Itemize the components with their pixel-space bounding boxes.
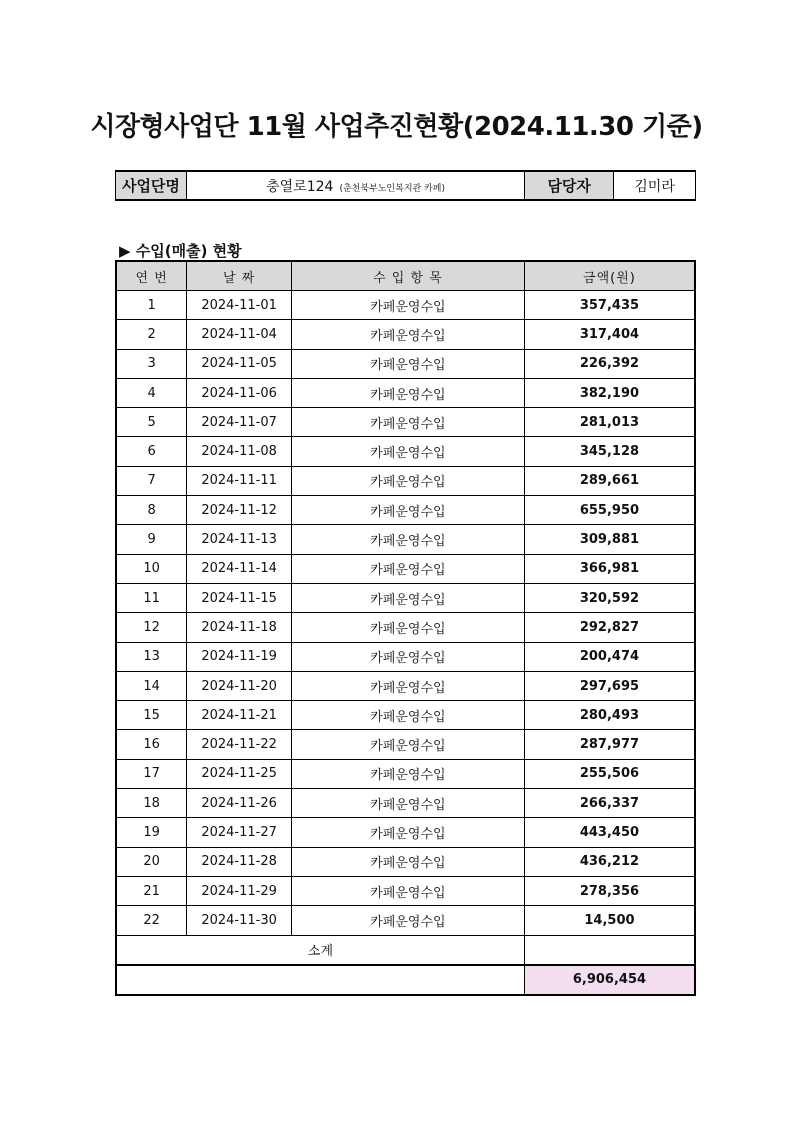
row-date: 2024-11-30	[187, 906, 292, 935]
row-no: 1	[116, 291, 187, 320]
table-row	[116, 642, 695, 671]
row-no: 11	[116, 583, 187, 612]
row-amount: 281,013	[524, 408, 695, 437]
table-row	[116, 613, 695, 642]
row-amount: 655,950	[524, 496, 695, 525]
row-no: 17	[116, 759, 187, 788]
row-item: 카페운영수입	[291, 466, 524, 495]
row-no: 21	[116, 876, 187, 905]
row-no: 18	[116, 789, 187, 818]
row-no: 3	[116, 349, 187, 378]
row-item: 카페운영수입	[291, 759, 524, 788]
row-no: 22	[116, 906, 187, 935]
row-amount: 320,592	[524, 583, 695, 612]
table-row	[116, 789, 695, 818]
row-no: 5	[116, 408, 187, 437]
row-no: 2	[116, 320, 187, 349]
table-row	[116, 730, 695, 759]
row-no: 9	[116, 525, 187, 554]
row-no: 4	[116, 378, 187, 407]
row-amount: 443,450	[524, 818, 695, 847]
table-row	[116, 525, 695, 554]
table-row	[116, 671, 695, 700]
row-item: 카페운영수입	[291, 525, 524, 554]
row-amount: 278,356	[524, 876, 695, 905]
row-amount: 366,981	[524, 554, 695, 583]
row-date: 2024-11-11	[187, 466, 292, 495]
table-row	[116, 701, 695, 730]
row-amount: 289,661	[524, 466, 695, 495]
row-item: 카페운영수입	[291, 701, 524, 730]
row-amount: 309,881	[524, 525, 695, 554]
row-item: 카페운영수입	[291, 847, 524, 876]
table-row	[116, 408, 695, 437]
row-date: 2024-11-29	[187, 876, 292, 905]
row-no: 14	[116, 671, 187, 700]
row-item: 카페운영수입	[291, 320, 524, 349]
row-item: 카페운영수입	[291, 349, 524, 378]
row-date: 2024-11-06	[187, 378, 292, 407]
table-row	[116, 349, 695, 378]
row-amount: 287,977	[524, 730, 695, 759]
row-amount: 280,493	[524, 701, 695, 730]
row-item: 카페운영수입	[291, 583, 524, 612]
row-item: 카페운영수입	[291, 818, 524, 847]
table-row	[116, 378, 695, 407]
row-no: 19	[116, 818, 187, 847]
row-item: 카페운영수입	[291, 789, 524, 818]
subtotal-row	[116, 935, 695, 965]
table-row	[116, 554, 695, 583]
row-item: 카페운영수입	[291, 291, 524, 320]
row-item: 카페운영수입	[291, 671, 524, 700]
row-date: 2024-11-08	[187, 437, 292, 466]
team-name: 충열로124	[266, 178, 334, 195]
row-item: 카페운영수입	[291, 642, 524, 671]
row-item: 카페운영수입	[291, 554, 524, 583]
row-no: 8	[116, 496, 187, 525]
total-amount: 6,906,454	[524, 965, 695, 995]
row-date: 2024-11-07	[187, 408, 292, 437]
row-date: 2024-11-01	[187, 291, 292, 320]
row-date: 2024-11-26	[187, 789, 292, 818]
table-row	[116, 583, 695, 612]
row-date: 2024-11-15	[187, 583, 292, 612]
row-amount: 14,500	[524, 906, 695, 935]
table-row	[116, 466, 695, 495]
header-item: 수 입 항 목	[291, 261, 524, 291]
total-row	[116, 965, 695, 995]
team-name-cell	[186, 171, 524, 200]
table-row	[116, 759, 695, 788]
subtotal-empty	[524, 935, 695, 965]
row-date: 2024-11-12	[187, 496, 292, 525]
manager-name: 김미라	[614, 171, 696, 200]
row-amount: 382,190	[524, 378, 695, 407]
team-note: (춘천북부노인복지관 카페)	[339, 183, 445, 194]
table-header-row	[116, 261, 695, 291]
page-title: 시장형사업단 11월 사업추진현황(2024.11.30 기준)	[90, 112, 703, 142]
row-amount: 226,392	[524, 349, 695, 378]
row-amount: 345,128	[524, 437, 695, 466]
info-table	[115, 170, 696, 201]
row-date: 2024-11-25	[187, 759, 292, 788]
table-row	[116, 496, 695, 525]
row-date: 2024-11-18	[187, 613, 292, 642]
row-amount: 255,506	[524, 759, 695, 788]
subtotal-label: 소계	[116, 935, 524, 965]
header-no: 연 번	[116, 261, 187, 291]
row-amount: 357,435	[524, 291, 695, 320]
table-row	[116, 320, 695, 349]
row-item: 카페운영수입	[291, 613, 524, 642]
row-no: 10	[116, 554, 187, 583]
team-label: 사업단명	[116, 171, 187, 200]
section-title: ▶ 수입(매출) 현황	[119, 242, 242, 260]
row-amount: 297,695	[524, 671, 695, 700]
row-date: 2024-11-20	[187, 671, 292, 700]
row-no: 20	[116, 847, 187, 876]
table-row	[116, 906, 695, 935]
row-date: 2024-11-28	[187, 847, 292, 876]
row-no: 15	[116, 701, 187, 730]
row-item: 카페운영수입	[291, 730, 524, 759]
row-date: 2024-11-22	[187, 730, 292, 759]
row-no: 7	[116, 466, 187, 495]
row-date: 2024-11-19	[187, 642, 292, 671]
row-item: 카페운영수입	[291, 496, 524, 525]
row-item: 카페운영수입	[291, 906, 524, 935]
total-empty	[116, 965, 524, 995]
row-item: 카페운영수입	[291, 408, 524, 437]
row-no: 16	[116, 730, 187, 759]
row-amount: 266,337	[524, 789, 695, 818]
row-no: 6	[116, 437, 187, 466]
info-row	[116, 171, 696, 200]
revenue-table	[115, 260, 696, 996]
table-row	[116, 818, 695, 847]
row-amount: 436,212	[524, 847, 695, 876]
row-date: 2024-11-21	[187, 701, 292, 730]
table-row	[116, 876, 695, 905]
row-amount: 200,474	[524, 642, 695, 671]
table-row	[116, 847, 695, 876]
row-date: 2024-11-04	[187, 320, 292, 349]
row-amount: 317,404	[524, 320, 695, 349]
row-date: 2024-11-13	[187, 525, 292, 554]
header-amount: 금액(원)	[524, 261, 695, 291]
row-no: 13	[116, 642, 187, 671]
row-no: 12	[116, 613, 187, 642]
header-date: 날 짜	[187, 261, 292, 291]
row-date: 2024-11-27	[187, 818, 292, 847]
row-item: 카페운영수입	[291, 437, 524, 466]
row-date: 2024-11-05	[187, 349, 292, 378]
manager-label: 담당자	[525, 171, 614, 200]
row-item: 카페운영수입	[291, 378, 524, 407]
table-row	[116, 437, 695, 466]
table-row	[116, 291, 695, 320]
row-amount: 292,827	[524, 613, 695, 642]
row-item: 카페운영수입	[291, 876, 524, 905]
row-date: 2024-11-14	[187, 554, 292, 583]
